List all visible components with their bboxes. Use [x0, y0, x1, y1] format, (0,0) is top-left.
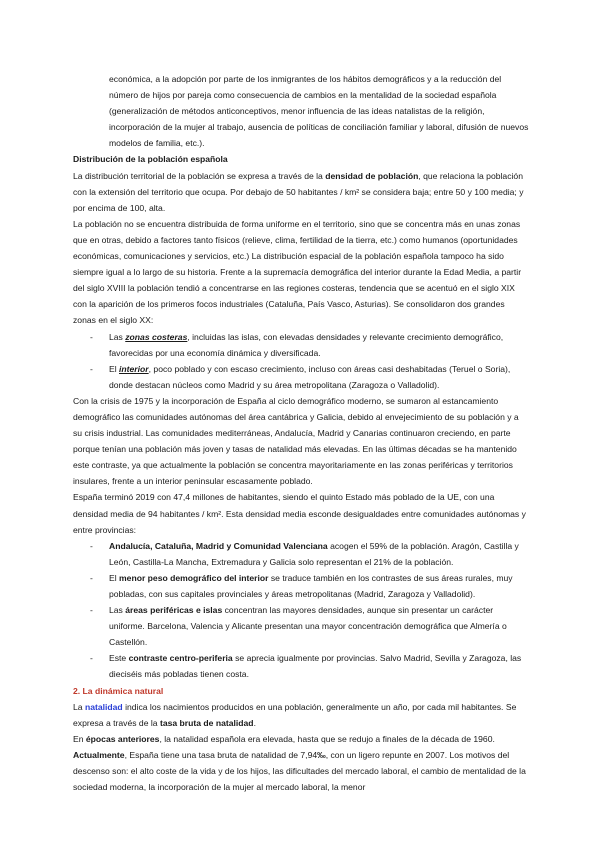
dash-bullet: - [90, 653, 93, 664]
paragraph-text: . [253, 717, 256, 728]
bold-term: menor peso demográfico del interior [119, 572, 269, 583]
paragraph-text: La [73, 701, 85, 712]
section-heading-distribucion: Distribución de la población española [73, 154, 228, 165]
paragraph-densidad [73, 168, 529, 216]
dash-bullet: - [90, 540, 93, 551]
list-text: El [109, 363, 120, 374]
bold-term: tasa bruta de natalidad [159, 717, 254, 728]
paragraph-text: La distribución territorial de la población se expresa a través de la [73, 170, 326, 181]
list-text: , incluidas las islas, con elevadas densidades y relevante crecimiento demográfico, favorecidas por una economía dinámica y diversificada. [109, 331, 504, 358]
list-item [73, 361, 529, 393]
dash-bullet: - [90, 572, 93, 583]
per-mille-symbol: ‰ [317, 749, 326, 760]
paragraph-text: indica los nacimientos producidos en una población, generalmente un año, por cada mil habitantes. Se expresa a través de la [73, 701, 517, 728]
paragraph-distribucion: La población no se encuentra distribuida de forma uniforme en el territorio, sino que se concentra más en unas zonas que en otras, debido a factores tanto físicos (relieve, clima, fertilidad de la tierra, etc.) como humanos (oportunidades económicas, comunicaciones y servicios, etc.) La distribución espacial de la población española tampoco ha sido siempre igual a lo largo de su historia. Frente a la supremacía demográfica del interior durante la Edad Media, a partir del siglo XVIII la población tendió a concentrarse en las regiones costeras, tendencia que se acentuó en el siglo XIX con la aparición de los primeros focos industriales (Cataluña, País Vasco, Asturias). Se consolidaron dos grandes zonas en el siglo XX: [73, 218, 522, 326]
list-item [73, 329, 529, 361]
bold-term: épocas anteriores [85, 733, 160, 744]
paragraph-actualmente [73, 747, 529, 795]
paragraph-text: En [73, 733, 86, 744]
list-text: se aprecia igualmente por provincias. Salvo Madrid, Sevilla y Zaragoza, las dieciséis más pobladas tienen costa. [109, 653, 522, 680]
list-text: Las [109, 605, 126, 616]
paragraph-poblacion-2019: España terminó 2019 con 47,4 millones de habitantes, siendo el quinto Estado más poblado de la UE, con una densidad media de 94 habitantes / km². Esta densidad media esconde desigualdades entre comunidades autónomas y entre provincias: [73, 492, 526, 535]
paragraph-crisis: Con la crisis de 1975 y la incorporación de España al ciclo demográfico moderno, se sumaron al estancamiento demográfico las comunidades autónomas del área cantábrica y Galicia, debido al envejecimiento de su población y a su crisis industrial. Las comunidades mediterráneas, Andalucía, Madrid y Canarias continuaron creciendo, en parte porque tenían una población más joven y tasas de natalidad más elevadas. En las últimas décadas se ha mantenido este contraste, ya que actualmente la población se concentra mayoritariamente en las zonas periféricas y territorios insulares, frente a un interior peninsular escasamente poblado. [73, 395, 519, 487]
bold-term: contraste centro-periferia [128, 653, 233, 664]
paragraph-text: , la natalidad española era elevada, hasta que se redujo a finales de la década de 1960. [159, 733, 495, 744]
key-term: natalidad [84, 701, 123, 712]
list-text: concentran las mayores densidades, aunque sin presentar un carácter uniforme. Barcelona, Valencia y Alicante presentan una mayor concentración demográfica que Almería o Castellón. [109, 605, 507, 648]
list-item [73, 570, 529, 602]
list-text: acogen el 59% de la población. Aragón, Castilla y León, Castilla-La Mancha, Extremadura y Galicia solo representan el 21% de la población. [109, 540, 519, 567]
zones-list [73, 329, 529, 393]
bold-term: Andalucía, Cataluña, Madrid y Comunidad Valenciana [109, 540, 328, 551]
desigualdades-list [73, 538, 529, 683]
dash-bullet: - [90, 331, 93, 342]
bold-term: áreas periféricas e islas [125, 605, 223, 616]
intro-paragraph: económica, a la adopción por parte de los inmigrantes de los hábitos demográficos y a la reducción del número de hijos por pareja como consecuencia de cambios en la mentalidad de la sociedad española (generalización de métodos anticonceptivos, menor influencia de las ideas natalistas de la religión, incorporación de la mujer al trabajo, ausencia de políticas de conciliación familiar y laboral, difusión de nuevos modelos de familia, etc.). [109, 74, 529, 149]
paragraph-text: , España tiene una tasa bruta de natalidad de 7,94 [124, 749, 318, 760]
list-text: se traduce también en los contrastes de sus áreas rurales, muy pobladas, con sus capitales provinciales y áreas metropolitanas (Madrid, Zaragoza y Valladolid). [109, 572, 513, 599]
key-term: interior [119, 363, 149, 374]
paragraph-text: , que relaciona la población con la extensión del territorio que ocupa. Por debajo de 50 habitantes / km² se considera baja; entre 50 y 100 media; y por encima de 100, alta. [73, 170, 524, 213]
list-text: El [109, 572, 120, 583]
dash-bullet: - [90, 363, 93, 374]
bold-term: densidad de población [325, 170, 419, 181]
dash-bullet: - [90, 605, 93, 616]
list-text: , poco poblado y con escaso crecimiento, incluso con áreas casi deshabitadas (Teruel o Soria), donde destacan núcleos como Madrid y su área metropolitana (Zaragoza o Valladolid). [109, 363, 511, 390]
list-item [73, 538, 529, 570]
bold-term: Actualmente [73, 749, 125, 760]
paragraph-epocas-anteriores [73, 731, 529, 747]
list-text: Las [109, 331, 126, 342]
paragraph-text: , con un ligero repunte en 2007. Los motivos del descenso son: el alto coste de la vida y de los hijos, las dificultades del mercado laboral, el cambio de mentalidad de la sociedad moderna, la incorporación de la mujer al mercado laboral, la menor [73, 749, 526, 793]
document-body [73, 71, 529, 795]
list-item [73, 602, 529, 650]
key-term: zonas costeras [125, 331, 188, 342]
list-item [73, 650, 529, 682]
section-heading-dinamica: 2. La dinámica natural [73, 685, 164, 696]
list-text: Este [109, 653, 129, 664]
paragraph-natalidad [73, 699, 529, 731]
